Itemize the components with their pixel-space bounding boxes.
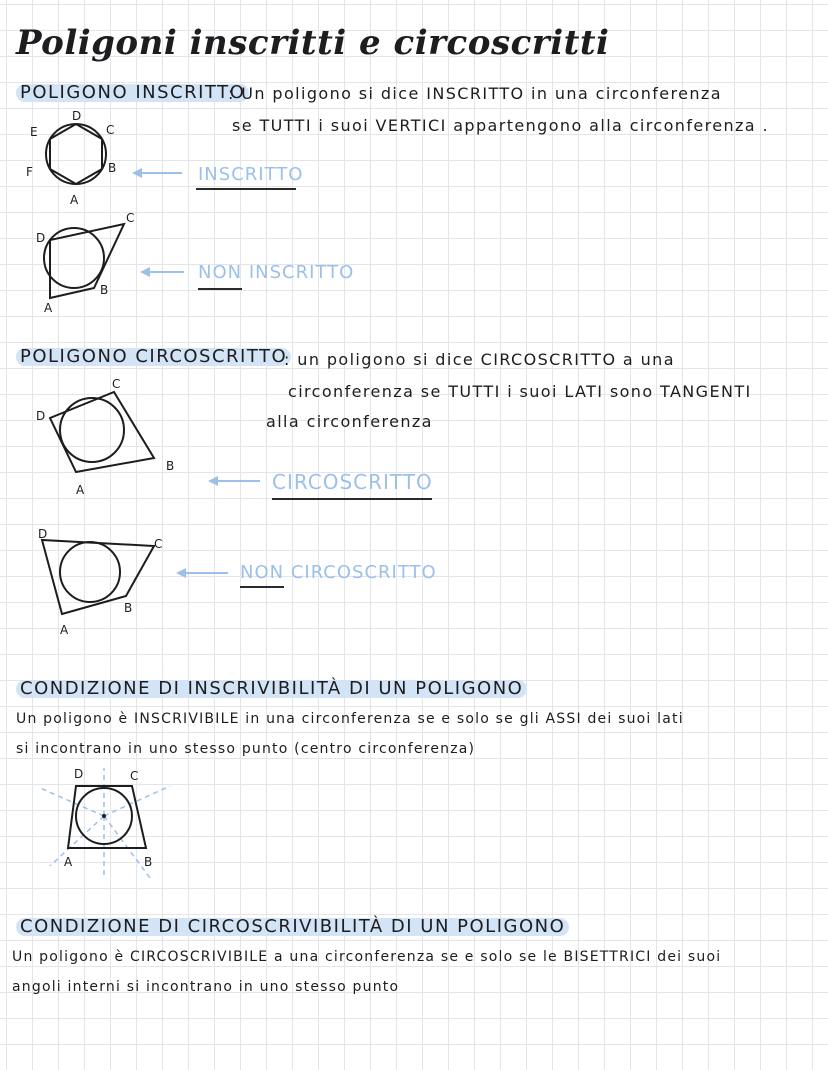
- arrow-icon: [216, 480, 260, 482]
- vertex-label: D: [74, 767, 84, 781]
- inscrivibilita-heading: CONDIZIONE DI INSCRIVIBILITÀ DI UN POLIGONO: [16, 680, 527, 698]
- vertex-label: C: [126, 211, 135, 225]
- circoscritto-heading: POLIGONO CIRCOSCRITTO: [16, 348, 291, 366]
- non-circoscritto-label: NON CIRCOSCRITTO: [240, 562, 437, 583]
- underline: [198, 288, 242, 290]
- vertex-label: A: [76, 483, 85, 497]
- non-circumscribed-quadrilateral-figure: [30, 528, 170, 638]
- inscritto-heading: POLIGONO INSCRITTO: [16, 84, 249, 102]
- inscrivibilita-line2: si incontrano in uno stesso punto (centro circonferenza): [16, 741, 476, 757]
- inscritto-definition-line2: se TUTTI i suoi VERTICI appartengono alla circonferenza .: [232, 116, 769, 135]
- inscritto-definition-line1: : Un poligono si dice INSCRITTO in una circonferenza: [228, 84, 722, 103]
- non-inscribed-quadrilateral-figure: [30, 211, 140, 315]
- underline: [196, 188, 296, 190]
- vertex-label: B: [108, 161, 117, 175]
- vertex-label: D: [38, 527, 48, 541]
- non-inscritto-label: NON INSCRITTO: [198, 262, 355, 283]
- vertex-label: E: [30, 125, 38, 139]
- circoscrivibilita-heading: CONDIZIONE DI CIRCOSCRIVIBILITÀ DI UN POLIGONO: [16, 918, 569, 936]
- vertex-label: B: [144, 855, 153, 869]
- circoscrivibilita-line2: angoli interni si incontrano in uno stesso punto: [12, 979, 400, 995]
- inscritto-label: INSCRITTO: [198, 164, 304, 185]
- perpendicular-bisectors-figure: [30, 766, 180, 886]
- vertex-label: F: [26, 165, 33, 179]
- vertex-label: D: [36, 409, 46, 423]
- underline: [272, 498, 432, 500]
- circoscritto-definition-line3: alla circonferenza: [266, 412, 433, 431]
- vertex-label: C: [106, 123, 115, 137]
- circoscrivibilita-line1: Un poligono è CIRCOSCRIVIBILE a una circonferenza se e solo se le BISETTRICI dei suoi: [12, 949, 722, 965]
- arrow-icon: [140, 172, 182, 174]
- vertex-label: A: [60, 623, 69, 637]
- vertex-label: A: [70, 193, 79, 207]
- circoscritto-definition-line2: circonferenza se TUTTI i suoi LATI sono TANGENTI: [288, 382, 752, 401]
- underline: [240, 586, 284, 588]
- vertex-label: C: [130, 769, 139, 783]
- circoscritto-label: CIRCOSCRITTO: [272, 470, 433, 494]
- vertex-label: B: [124, 601, 133, 615]
- vertex-label: B: [100, 283, 109, 297]
- circumscribed-quadrilateral-figure: [30, 372, 175, 502]
- inscrivibilita-line1: Un poligono è INSCRIVIBILE in una circonferenza se e solo se gli ASSI dei suoi lati: [16, 711, 684, 727]
- vertex-label: A: [44, 301, 53, 315]
- vertex-label: B: [166, 459, 175, 473]
- vertex-label: A: [64, 855, 73, 869]
- arrow-icon: [184, 572, 228, 574]
- circoscritto-definition-line1: : un poligono si dice CIRCOSCRITTO a una: [284, 350, 675, 369]
- vertex-label: C: [154, 537, 163, 551]
- arrow-icon: [148, 271, 184, 273]
- vertex-label: C: [112, 377, 121, 391]
- vertex-label: D: [36, 231, 46, 245]
- vertex-label: D: [72, 109, 82, 123]
- inscribed-hexagon-figure: [24, 110, 134, 210]
- page-title: Poligoni inscritti e circoscritti: [16, 23, 610, 63]
